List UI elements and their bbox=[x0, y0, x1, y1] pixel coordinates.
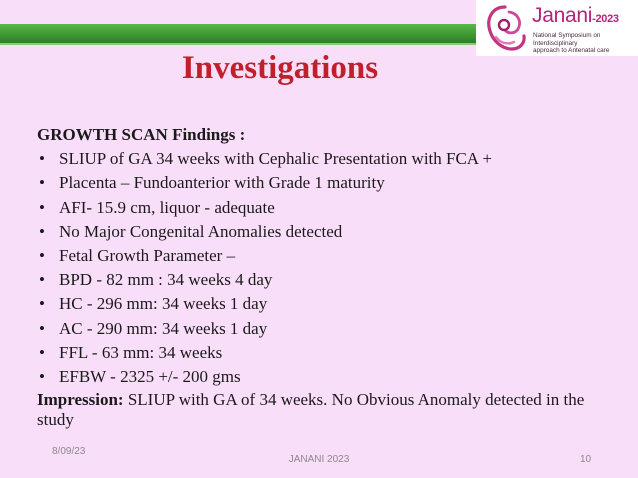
finding-item: • Placenta – Fundoanterior with Grade 1 maturity bbox=[37, 171, 607, 195]
finding-item: • AC - 290 mm: 34 weeks 1 day bbox=[37, 317, 607, 341]
footer-date: 8/09/23 bbox=[52, 446, 86, 457]
top-green-bar-highlight bbox=[0, 43, 476, 45]
growth-scan-heading: GROWTH SCAN Findings : bbox=[37, 125, 246, 144]
impression bbox=[37, 390, 607, 430]
finding-item: • AFI- 15.9 cm, liquor - adequate bbox=[37, 196, 607, 220]
mother-child-logo-icon bbox=[482, 3, 528, 53]
slide-content bbox=[37, 123, 607, 430]
finding-item: • BPD - 82 mm : 34 weeks 4 day bbox=[37, 268, 607, 292]
slide-title: Investigations bbox=[181, 50, 379, 86]
finding-item: • FFL - 63 mm: 34 weeks bbox=[37, 341, 607, 365]
findings-list bbox=[37, 147, 607, 389]
finding-item: • Fetal Growth Parameter – bbox=[37, 244, 607, 268]
finding-item: • No Major Congenital Anomalies detected bbox=[37, 220, 607, 244]
impression-text: SLIUP with GA of 34 weeks. No Obvious Anomaly detected in the study bbox=[37, 390, 585, 430]
logo-tagline-line: National Symposium on Interdisciplinary bbox=[533, 32, 601, 47]
janani-logo bbox=[476, 0, 638, 56]
page-number: 10 bbox=[580, 454, 592, 465]
footer-title: JANANI 2023 bbox=[288, 454, 350, 465]
logo-year: -2023 bbox=[592, 13, 619, 25]
finding-item: • SLIUP of GA 34 weeks with Cephalic Presentation with FCA + bbox=[37, 147, 607, 171]
finding-item: • EFBW - 2325 +/- 200 gms bbox=[37, 365, 607, 389]
logo-tagline-line: approach to Antenatal care bbox=[533, 47, 610, 54]
impression-label: Impression: bbox=[37, 390, 124, 410]
logo-name: Janani-2023 bbox=[532, 4, 619, 27]
finding-item: • HC - 296 mm: 34 weeks 1 day bbox=[37, 292, 607, 316]
top-green-bar bbox=[0, 24, 476, 43]
